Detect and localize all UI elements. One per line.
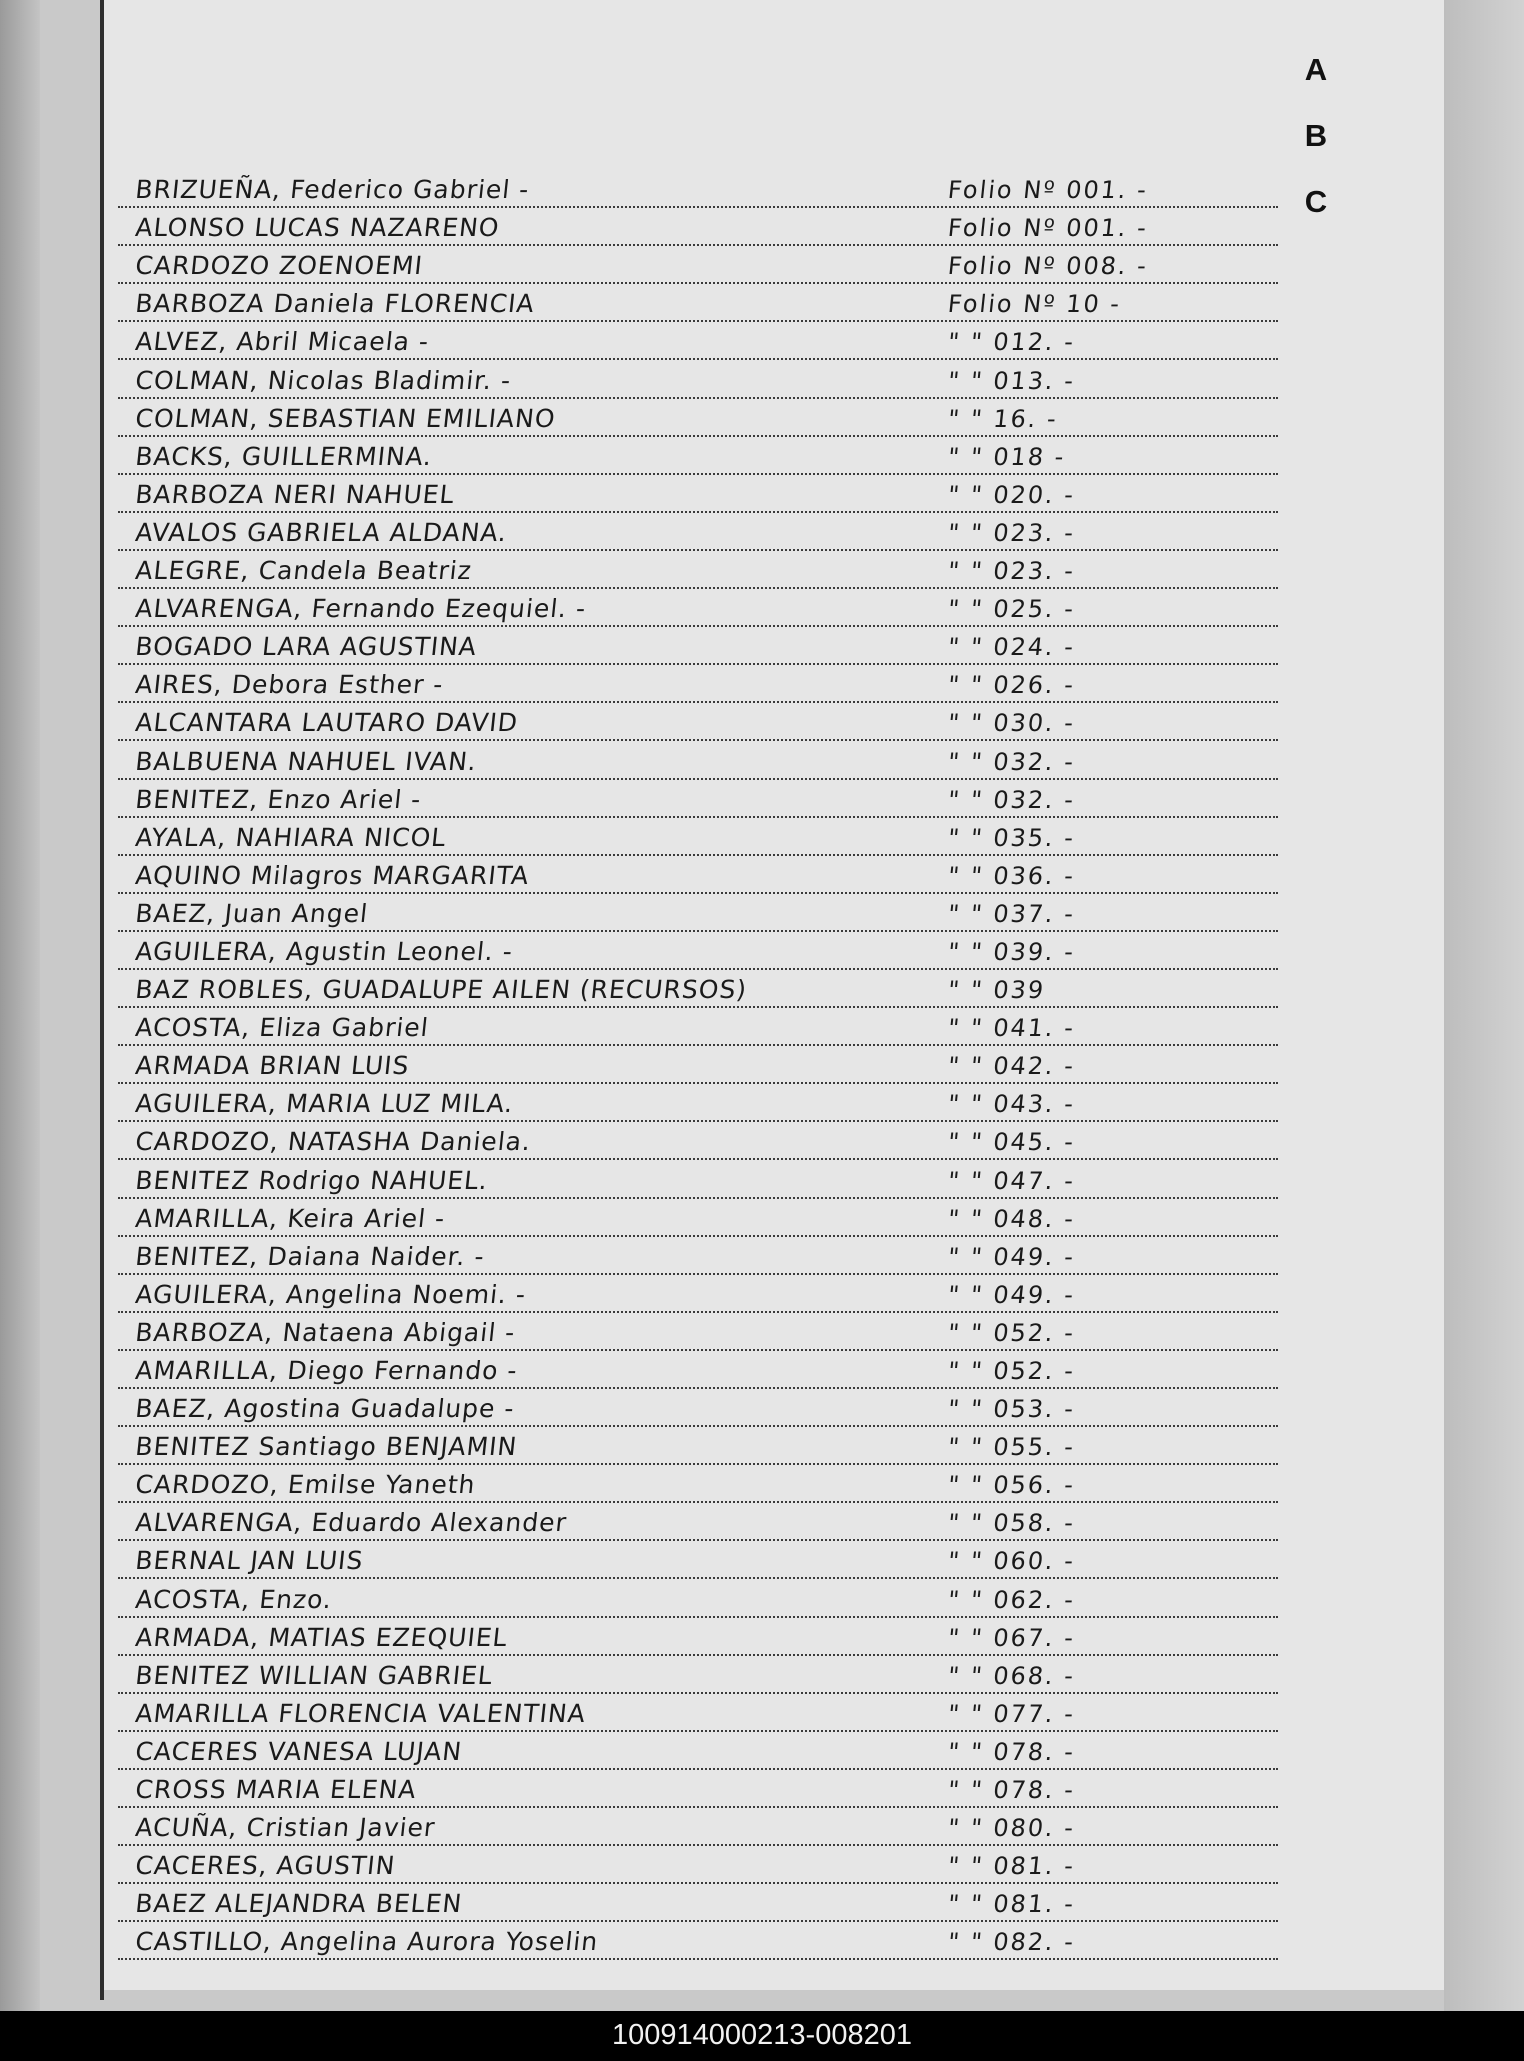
student-name: AMARILLA, Keira Ariel - xyxy=(134,1203,447,1233)
student-name: CROSS MARIA ELENA xyxy=(134,1775,419,1805)
folio-number: " " 025. - xyxy=(946,595,1077,624)
ledger-row xyxy=(118,551,1278,589)
student-name: ACOSTA, Enzo. xyxy=(134,1584,334,1614)
ledger-row xyxy=(118,437,1278,475)
ledger-row xyxy=(118,170,1278,208)
student-name: ARMADA BRIAN LUIS xyxy=(134,1051,411,1081)
right-page-edge xyxy=(1444,0,1524,2011)
student-name: AYALA, NAHIARA NICOL xyxy=(134,822,448,852)
student-name: ALONSO LUCAS NAZARENO xyxy=(134,213,502,243)
student-name: BENITEZ, Enzo Ariel - xyxy=(134,784,423,814)
ledger-row xyxy=(118,475,1278,513)
index-tab-c[interactable]: C xyxy=(1304,184,1328,219)
student-name: CASTILLO, Angelina Aurora Yoselin xyxy=(134,1927,600,1957)
ledger-row xyxy=(118,513,1278,551)
ledger-row xyxy=(118,1808,1278,1846)
student-name: BALBUENA NAHUEL IVAN. xyxy=(134,746,479,776)
ledger-row xyxy=(118,399,1278,437)
folio-number: " " 049. - xyxy=(946,1280,1077,1309)
ledger-row xyxy=(118,1275,1278,1313)
student-name: AQUINO Milagros MARGARITA xyxy=(134,860,531,890)
ledger-row xyxy=(118,1618,1278,1656)
ledger-row xyxy=(118,818,1278,856)
folio-number: Folio Nº 001. - xyxy=(946,176,1150,205)
folio-number: " " 080. - xyxy=(946,1814,1077,1843)
folio-number: Folio Nº 001. - xyxy=(946,214,1150,243)
student-name: BERNAL JAN LUIS xyxy=(134,1546,365,1576)
student-name: AMARILLA FLORENCIA VALENTINA xyxy=(134,1698,588,1728)
folio-number: " " 045. - xyxy=(946,1128,1077,1157)
student-name: ALVARENGA, Fernando Ezequiel. - xyxy=(134,594,588,624)
ledger-row xyxy=(118,1656,1278,1694)
student-name: ARMADA, MATIAS EZEQUIEL xyxy=(134,1622,510,1652)
scan-footer xyxy=(0,2011,1524,2061)
student-name: COLMAN, SEBASTIAN EMILIANO xyxy=(134,403,558,433)
folio-number: " " 020. - xyxy=(946,480,1077,509)
folio-number: " " 067. - xyxy=(946,1623,1077,1652)
folio-number: " " 056. - xyxy=(946,1471,1077,1500)
folio-number: " " 013. - xyxy=(946,366,1077,395)
ledger-row xyxy=(118,741,1278,779)
student-name: ALVARENGA, Eduardo Alexander xyxy=(134,1508,569,1538)
student-name: CARDOZO, NATASHA Daniela. xyxy=(134,1127,533,1157)
folio-number: " " 023. - xyxy=(946,518,1077,547)
folio-number: " " 077. - xyxy=(946,1699,1077,1728)
ledger-row xyxy=(118,1465,1278,1503)
student-name: BENITEZ WILLIAN GABRIEL xyxy=(134,1660,495,1690)
folio-number: " " 023. - xyxy=(946,557,1077,586)
folio-number: " " 042. - xyxy=(946,1052,1077,1081)
folio-number: " " 055. - xyxy=(946,1433,1077,1462)
index-tab-a[interactable]: A xyxy=(1304,52,1328,87)
ledger-row xyxy=(118,1046,1278,1084)
folio-number: " " 081. - xyxy=(946,1890,1077,1919)
folio-number: Folio Nº 008. - xyxy=(946,252,1150,281)
document-id: 100914000213-008201 xyxy=(612,2019,912,2051)
folio-number: " " 012. - xyxy=(946,328,1077,357)
folio-number: " " 052. - xyxy=(946,1357,1077,1385)
ledger-row xyxy=(118,1884,1278,1922)
folio-number: " " 16. - xyxy=(946,404,1060,433)
student-name: CACERES VANESA LUJAN xyxy=(134,1736,464,1766)
folio-number: " " 058. - xyxy=(946,1509,1077,1538)
ledger-row xyxy=(118,1084,1278,1122)
ledger-row xyxy=(118,665,1278,703)
student-name: ALVEZ, Abril Micaela - xyxy=(134,327,431,357)
student-name: AGUILERA, MARIA LUZ MILA. xyxy=(134,1089,515,1119)
ledger-row xyxy=(118,894,1278,932)
ledger-row xyxy=(118,970,1278,1008)
folio-number: " " 037. - xyxy=(946,899,1077,928)
student-name: AVALOS GABRIELA ALDANA. xyxy=(134,517,509,547)
folio-number: Folio Nº 10 - xyxy=(946,290,1123,319)
folio-number: " " 039. - xyxy=(946,937,1077,966)
folio-number: " " 026. - xyxy=(946,671,1077,700)
folio-number: " " 082. - xyxy=(946,1928,1077,1957)
folio-number: " " 052. - xyxy=(946,1318,1077,1347)
ledger-row xyxy=(118,1237,1278,1275)
alphabet-index-tabs xyxy=(1296,50,1336,248)
student-name: CARDOZO ZOENOEMI xyxy=(134,251,425,281)
ledger-row xyxy=(118,1351,1278,1389)
ledger-row xyxy=(118,246,1278,284)
student-name: BAEZ ALEJANDRA BELEN xyxy=(134,1889,464,1919)
folio-number: " " 078. - xyxy=(946,1737,1077,1766)
student-name: BOGADO LARA AGUSTINA xyxy=(134,632,479,662)
ledger-row xyxy=(118,703,1278,741)
ledger-row xyxy=(118,1427,1278,1465)
student-name: ALEGRE, Candela Beatriz xyxy=(134,556,474,586)
student-name: BARBOZA, Nataena Abigail - xyxy=(134,1317,517,1347)
ledger-row xyxy=(118,932,1278,970)
folio-number: " " 043. - xyxy=(946,1090,1077,1119)
folio-number: " " 032. - xyxy=(946,785,1077,814)
student-name: BENITEZ Rodrigo NAHUEL. xyxy=(134,1165,490,1195)
ledger-row xyxy=(118,627,1278,665)
folio-number: " " 048. - xyxy=(946,1204,1077,1233)
ledger-row xyxy=(118,1694,1278,1732)
ledger-row xyxy=(118,780,1278,818)
folio-number: " " 081. - xyxy=(946,1852,1077,1881)
ledger-row xyxy=(118,1160,1278,1198)
ledger-entries xyxy=(118,170,1278,1960)
student-name: ACOSTA, Eliza Gabriel xyxy=(134,1013,431,1043)
student-name: BAEZ, Juan Angel xyxy=(134,898,370,928)
student-name: CARDOZO, Emilse Yaneth xyxy=(134,1470,478,1500)
folio-number: " " 068. - xyxy=(946,1661,1077,1690)
student-name: COLMAN, Nicolas Bladimir. - xyxy=(134,365,513,395)
ledger-row xyxy=(118,1770,1278,1808)
student-name: BACKS, GUILLERMINA. xyxy=(134,441,434,471)
folio-number: " " 053. - xyxy=(946,1395,1077,1424)
index-tab-b[interactable]: B xyxy=(1304,118,1328,153)
ledger-row xyxy=(118,1541,1278,1579)
folio-number: " " 049. - xyxy=(946,1242,1077,1271)
ledger-row xyxy=(118,1122,1278,1160)
ledger-row xyxy=(118,1922,1278,1960)
ledger-row xyxy=(118,1579,1278,1617)
ledger-row xyxy=(118,1008,1278,1046)
folio-number: " " 035. - xyxy=(946,823,1077,852)
student-name: AIRES, Debora Esther - xyxy=(134,670,445,700)
ledger-row xyxy=(118,360,1278,398)
ledger-row xyxy=(118,284,1278,322)
ledger-row xyxy=(118,1313,1278,1351)
folio-number: " " 041. - xyxy=(946,1014,1077,1043)
student-name: CACERES, AGUSTIN xyxy=(134,1851,397,1881)
ledger-row xyxy=(118,1389,1278,1427)
student-name: BAZ ROBLES, GUADALUPE AILEN (RECURSOS) xyxy=(134,975,749,1005)
ledger-row xyxy=(118,589,1278,627)
student-name: BARBOZA NERI NAHUEL xyxy=(134,479,457,509)
folio-number: " " 030. - xyxy=(946,709,1077,738)
folio-number: " " 032. - xyxy=(946,747,1077,776)
folio-number: " " 039 xyxy=(946,976,1047,1005)
student-name: BAEZ, Agostina Guadalupe - xyxy=(134,1394,517,1424)
left-shadow xyxy=(0,0,40,2011)
student-name: BENITEZ, Daiana Naider. - xyxy=(134,1241,487,1271)
student-name: ALCANTARA LAUTARO DAVID xyxy=(134,708,520,738)
folio-number: " " 060. - xyxy=(946,1547,1077,1576)
ledger-row xyxy=(118,208,1278,246)
ledger-row xyxy=(118,1199,1278,1237)
student-name: AMARILLA, Diego Fernando - xyxy=(134,1356,520,1385)
folio-number: " " 062. - xyxy=(946,1585,1077,1614)
folio-number: " " 018 - xyxy=(946,442,1067,471)
ledger-row xyxy=(118,1503,1278,1541)
student-name: AGUILERA, Angelina Noemi. - xyxy=(134,1279,528,1309)
ledger-row xyxy=(118,322,1278,360)
student-name: BARBOZA Daniela FLORENCIA xyxy=(134,289,537,319)
ledger-row xyxy=(118,1732,1278,1770)
student-name: ACUÑA, Cristian Javier xyxy=(134,1813,437,1843)
folio-number: " " 024. - xyxy=(946,633,1077,662)
student-name: BRIZUEÑA, Federico Gabriel - xyxy=(134,175,531,205)
folio-number: " " 036. - xyxy=(946,861,1077,890)
student-name: BENITEZ Santiago BENJAMIN xyxy=(134,1432,519,1462)
folio-number: " " 078. - xyxy=(946,1776,1077,1805)
ledger-row xyxy=(118,856,1278,894)
student-name: AGUILERA, Agustin Leonel. - xyxy=(134,936,515,966)
folio-number: " " 047. - xyxy=(946,1166,1077,1195)
ledger-row xyxy=(118,1846,1278,1884)
